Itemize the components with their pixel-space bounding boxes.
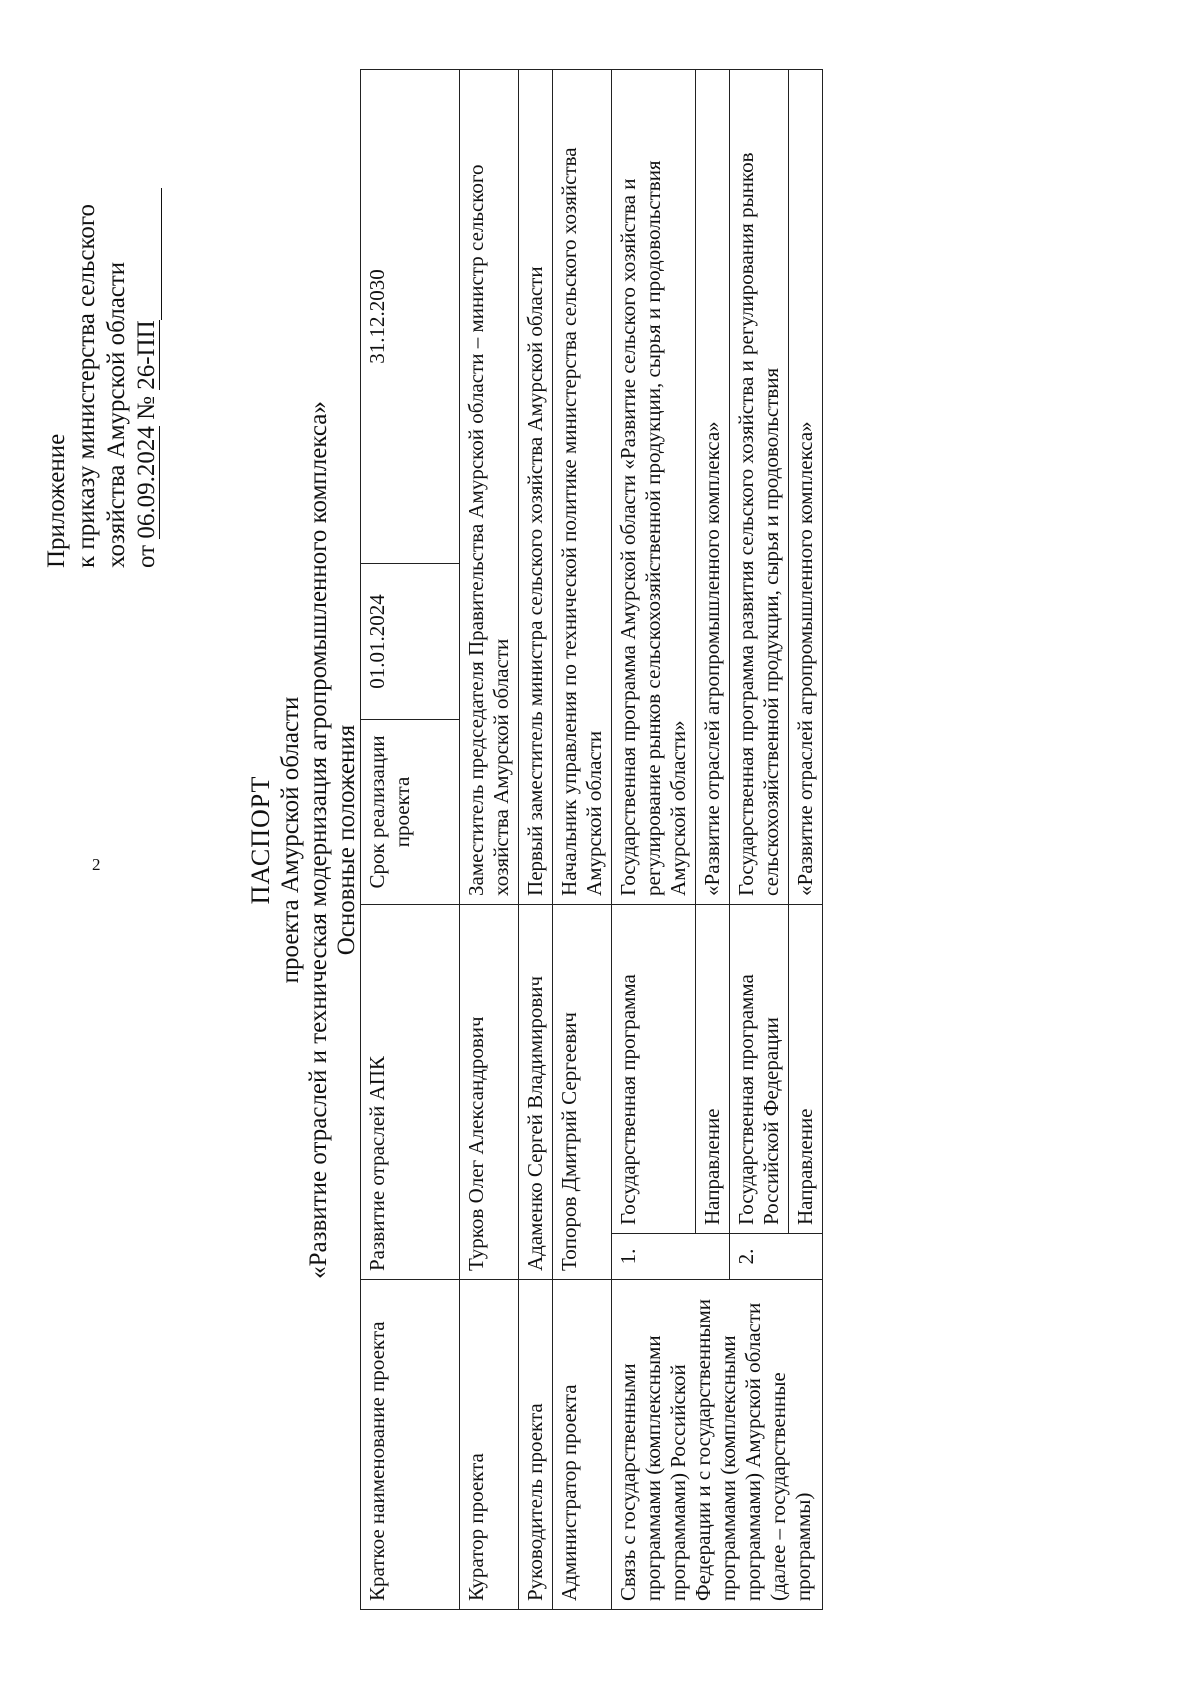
program-1-direction-value: «Развитие отраслей агропромышленного комплекса» [696, 69, 730, 904]
head-position: Первый заместитель министра сельского хозяйства Амурской области [519, 69, 553, 904]
table-row [361, 69, 460, 1609]
table-row [612, 69, 696, 1609]
title-section: Основные положения [333, 724, 360, 956]
term-start: 01.01.2024 [361, 563, 460, 719]
admin-name: Топоров Дмитрий Сергеевич [553, 904, 612, 1279]
program-1-direction-label: Направление [696, 904, 730, 1233]
title-project-name: «Развитие отраслей и техническая модернизация агропромышленного комплекса» [305, 401, 332, 1279]
table-row [460, 69, 519, 1609]
admin-label: Администратор проекта [553, 1280, 612, 1610]
title-passport: ПАСПОРТ [246, 775, 275, 905]
head-name: Адаменко Сергей Владимирович [519, 904, 553, 1279]
short-name-label: Краткое наименование проекта [361, 1280, 460, 1610]
head-label: Руководитель проекта [519, 1280, 553, 1610]
number-sign: № [133, 396, 160, 420]
rotated-page [30, 60, 1170, 1620]
program-1-value: Государственная программа Амурской области «Развитие сельского хозяйства и регулирование рынков сельскохозяйственной продукции, сырья и продовольствия Амурской области» [612, 69, 696, 904]
curator-position: Заместитель председателя Правительства Амурской области – министр сельского хозяйства Амурской области [460, 69, 519, 904]
curator-label: Куратор проекта [460, 1280, 519, 1610]
appendix-block [42, 188, 162, 568]
program-2-number: 2. [730, 1234, 823, 1280]
program-1-label: Государственная программа [612, 904, 696, 1233]
program-2-value: Государственная программа развития сельского хозяйства и регулирования рынков сельскохозяйственной продукции, сырья и продовольствия [730, 69, 789, 904]
term-label: Срок реализации проекта [361, 719, 460, 904]
page-number: 2 [92, 855, 101, 874]
from-prefix: от [133, 544, 160, 568]
passport-table [360, 69, 823, 1610]
program-2-direction-label: Направление [789, 904, 823, 1233]
order-date: 06.09.2024 [133, 426, 160, 539]
curator-name: Турков Олег Александрович [460, 904, 519, 1279]
table-row [553, 69, 612, 1609]
title-project-region: проекта Амурской области [277, 696, 304, 984]
program-2-label: Государственная программа Российской Федерации [730, 904, 789, 1233]
admin-position: Начальник управления по технической политике министерства сельского хозяйства Амурской области [553, 69, 612, 904]
appendix-line1: Приложение [43, 433, 70, 568]
program-2-direction-value: «Развитие отраслей агропромышленного комплекса» [789, 69, 823, 904]
programs-link-label: Связь с государственными программами (комплексными программами) Российской Федерации и с государственными программами (комплексными программами) Амурской области (далее – государственные программы) [612, 1280, 823, 1610]
passport-title [245, 60, 361, 1620]
table-row [519, 69, 553, 1609]
appendix-line3: хозяйства Амурской области [103, 261, 130, 568]
signature-underline [137, 188, 162, 320]
appendix-line2: к приказу министерства сельского [73, 203, 100, 568]
short-name-value: Развитие отраслей АПК [361, 904, 460, 1279]
order-number: 26-ПП [133, 320, 160, 390]
term-end: 31.12.2030 [361, 69, 460, 563]
appendix-date-line [132, 188, 162, 568]
program-1-number: 1. [612, 1234, 730, 1280]
